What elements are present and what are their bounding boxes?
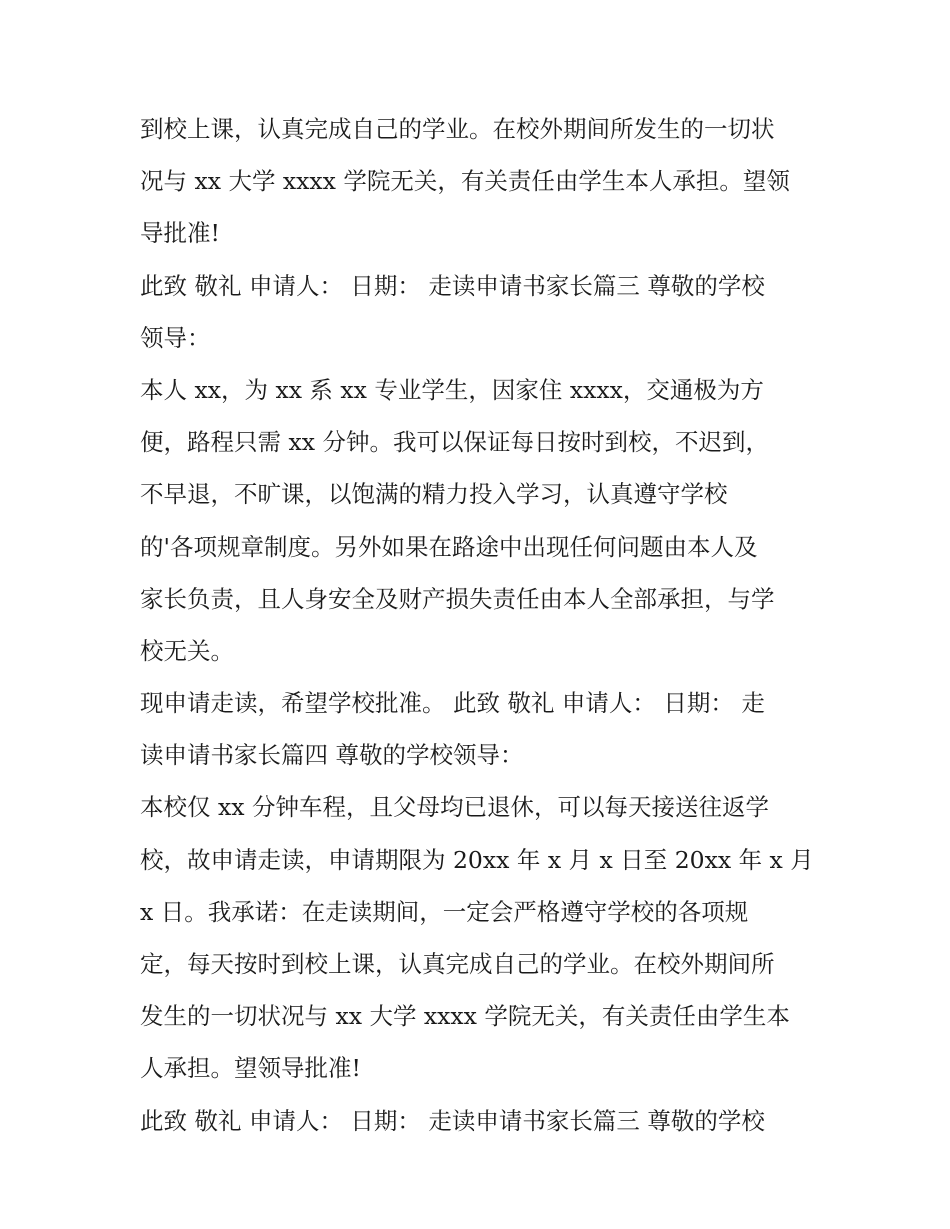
document-body: [140, 103, 840, 1147]
text-line: 此致 敬礼 申请人： 日期： 走读申请书家长篇三 尊敬的学校: [140, 1106, 765, 1135]
text-line: 本人 xx，为 xx 系 xx 专业学生，因家住 xxxx，交通极为方: [140, 375, 764, 404]
text-line: 现申请走读，希望学校批准。 此致 敬礼 申请人： 日期： 走: [140, 689, 765, 718]
text-line: 不早退，不旷课，以饱满的精力投入学习，认真遵守学校: [140, 480, 728, 509]
text-line: 家长负责，且人身安全及财产损失责任由本人全部承担，与学: [140, 584, 775, 613]
text-line: 校无关。: [140, 636, 234, 665]
text-line: 到校上课，认真完成自己的学业。在校外期间所发生的一切状: [140, 115, 775, 143]
text-line: 读申请书家长篇四 尊敬的学校领导：: [140, 741, 524, 770]
text-line: 导批准!: [140, 219, 220, 248]
text-line: 校，故申请走读，申请期限为 20xx 年 x 月 x 日至 20xx 年 x 月: [140, 845, 814, 874]
text-line: 况与 xx 大学 xxxx 学院无关，有关责任由学生本人承担。望领: [140, 167, 790, 196]
text-line: 本校仅 xx 分钟车程，且父母均已退休，可以每天接送往返学: [140, 793, 769, 822]
text-line: 此致 敬礼 申请人： 日期： 走读申请书家长篇三 尊敬的学校: [140, 271, 765, 300]
text-line: x 日。我承诺：在走读期间，一定会严格遵守学校的各项规: [140, 897, 749, 926]
text-line: 人承担。望领导批准!: [140, 1054, 361, 1083]
text-line: 领导：: [140, 323, 211, 352]
text-line: 的'各项规章制度。另外如果在路途中出现任何问题由本人及: [140, 532, 758, 561]
text-line: 定，每天按时到校上课，认真完成自己的学业。在校外期间所: [140, 950, 775, 978]
text-line: 发生的一切状况与 xx 大学 xxxx 学院无关，有关责任由学生本: [140, 1002, 790, 1031]
text-line: 便，路程只需 xx 分钟。我可以保证每日按时到校，不迟到，: [140, 428, 769, 457]
